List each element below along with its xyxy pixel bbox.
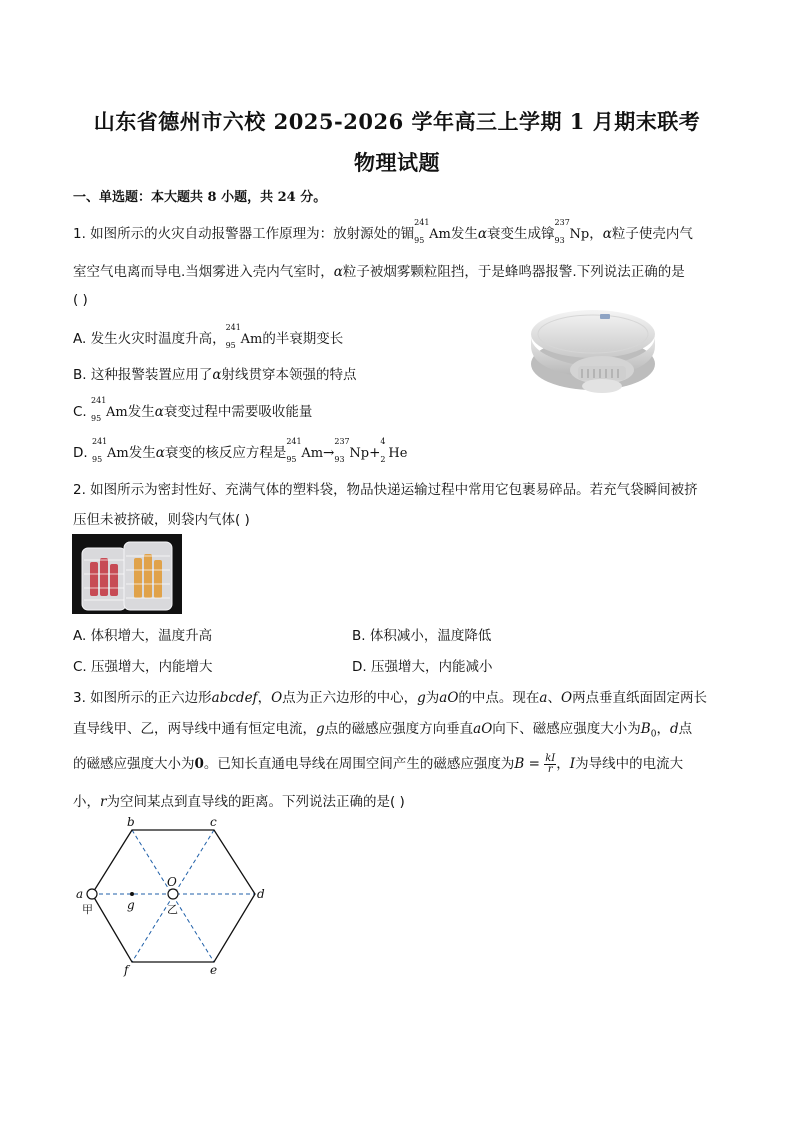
label-g: g [127, 898, 135, 912]
label-b: b [127, 815, 135, 829]
q2-option-b: B. 体积减小，温度降低 [352, 628, 492, 644]
am-nuclide: 241 95 Am [414, 217, 451, 245]
exam-title: 山东省德州市六校 2025-2026 学年高三上学期 1 月期末联考 [93, 109, 701, 134]
formula-fraction: $\frac{kI}{r}$ [545, 752, 556, 775]
q1-option-c: C. 241 95 Am发生α衰变过程中需要吸收能量 [73, 395, 313, 423]
q3-line3: 的磁感应强度大小为0。已知长直通电导线在周围空间产生的磁感应强度为B = $\frac{kI}{r}$ ，I为导线中的电流大 [73, 752, 684, 775]
q1-text: 1. 如图所示的火灾自动报警器工作原理为：放射源处的镅 [73, 226, 415, 242]
wire-jia-marker [87, 889, 97, 899]
label-O: O [167, 875, 177, 889]
q2-option-a: A. 体积增大，温度升高 [73, 628, 213, 644]
label-e: e [210, 963, 218, 977]
exam-subtitle: 物理试题 [354, 150, 440, 175]
q1-line1: 1. 如图所示的火灾自动报警器工作原理为：放射源处的镅 241 95 Am发生α衰变生成镎 237 93 Np，α粒子使壳内气 [73, 217, 693, 245]
label-f: f [124, 963, 129, 977]
label-a: a [76, 887, 84, 901]
q2-line2: 压但未被挤破，则袋内气体( ) [73, 512, 250, 528]
label-d: d [257, 887, 265, 901]
q1-option-a: A. 发生火灾时温度升高， 241 95 Am的半衰期变长 [73, 322, 344, 350]
q1-line2: 室空气电离而导电.当烟雾进入壳内气室时，α粒子被烟雾颗粒阻挡，于是蜂鸣器报警.下列说法正确的是 [73, 264, 685, 280]
q1-option-d: D. 241 95 Am发生α衰变的核反应方程是 241 95 Am→ 237 93 Np+ 4 2 He [73, 436, 408, 464]
wire-yi-marker [168, 889, 178, 899]
q2-line1: 2. 如图所示为密封性好、充满气体的塑料袋，物品快递运输过程中常用它包裹易碎品。若充气袋瞬间被挤 [73, 482, 698, 498]
q1-answer-bracket: ( ) [73, 292, 88, 308]
label-jia: 甲 [82, 903, 93, 916]
np-nuclide: 237 93 Np [554, 217, 590, 245]
air-bag-photo [72, 534, 182, 614]
point-g-marker [130, 892, 134, 896]
hexagon-diagram [72, 812, 272, 984]
label-yi: 乙 [167, 903, 178, 916]
q3-line1: 3. 如图所示的正六边形abcdef，O点为正六边形的中心，g为aO的中点。现在a、O两点垂直纸面固定两长 [73, 690, 708, 706]
q3-line4: 小，r为空间某点到直导线的距离。下列说法正确的是( ) [73, 794, 405, 810]
section-heading: 一、单选题：本大题共 8 小题，共 24 分。 [73, 190, 327, 205]
label-c: c [210, 815, 217, 829]
q1-option-b: B. 这种报警装置应用了α射线贯穿本领强的特点 [73, 367, 357, 383]
q2-option-c: C. 压强增大，内能增大 [73, 659, 213, 675]
q2-option-d: D. 压强增大，内能减小 [352, 659, 493, 675]
q3-line2: 直导线甲、乙，两导线中通有恒定电流，g点的磁感应强度方向垂直aO向下、磁感应强度大小为$B_0$，d点 [73, 721, 693, 740]
smoke-detector-image [528, 306, 658, 398]
